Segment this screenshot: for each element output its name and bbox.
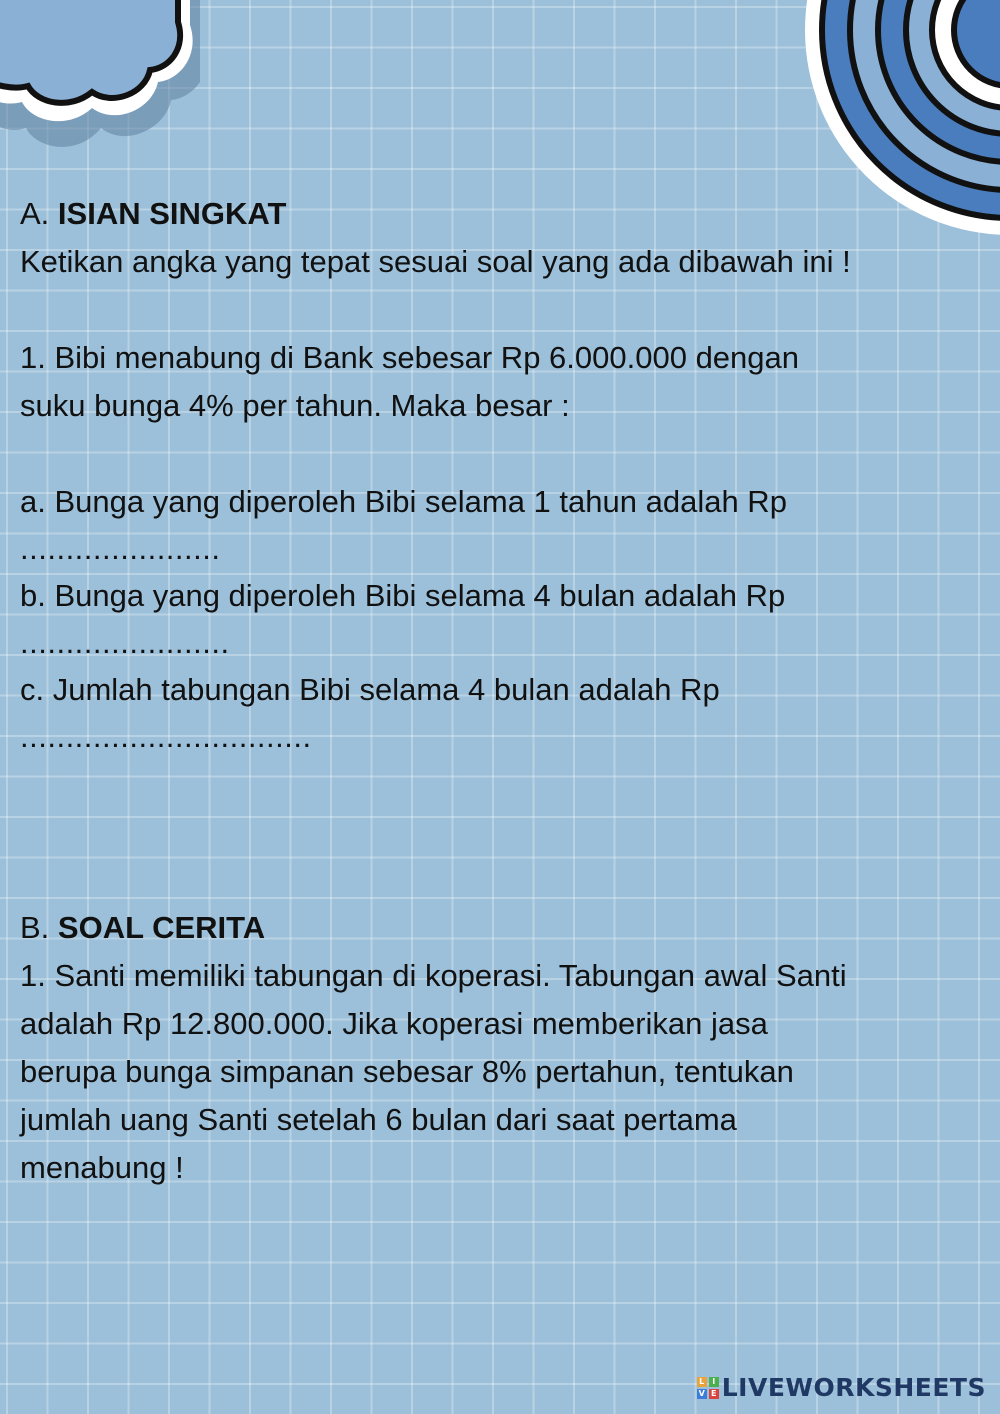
brand-name: LIVEWORKSHEETS [721, 1373, 986, 1402]
answer-blank-1c[interactable]: ................................ [20, 719, 312, 754]
story-question-line: adalah Rp 12.800.000. Jika koperasi memberikan jasa [20, 1006, 768, 1041]
question-1-text-continued: suku bunga 4% per tahun. Maka besar : [20, 388, 570, 423]
section-a-label: A. [20, 196, 50, 231]
liveworksheets-logo-icon [697, 1377, 719, 1399]
section-b-label: B. [20, 910, 50, 945]
answer-blank-1b[interactable]: ....................... [20, 625, 230, 660]
liveworksheets-brand[interactable] [697, 1373, 986, 1402]
story-question-line: berupa bunga simpanan sebesar 8% pertahun, tentukan [20, 1054, 794, 1089]
section-a-heading [20, 190, 980, 238]
story-question-line: 1. Santi memiliki tabungan di koperasi. Tabungan awal Santi [20, 958, 847, 993]
question-1a-text: a. Bunga yang diperoleh Bibi selama 1 tahun adalah Rp [20, 484, 787, 519]
logo-letter: I [709, 1377, 719, 1387]
worksheet-body [20, 190, 980, 1192]
question-1c-text: c. Jumlah tabungan Bibi selama 4 bulan adalah Rp [20, 672, 720, 707]
section-a-title: ISIAN SINGKAT [57, 196, 287, 231]
story-question-line: menabung ! [20, 1150, 184, 1185]
section-b-title: SOAL CERITA [57, 910, 266, 945]
section-b-heading [20, 904, 980, 952]
cloud-decoration-icon [0, 0, 200, 160]
logo-letter: L [697, 1377, 707, 1387]
logo-letter: V [698, 1388, 705, 1398]
section-a-instruction: Ketikan angka yang tepat sesuai soal yang ada dibawah ini ! [20, 244, 851, 279]
question-1b-text: b. Bunga yang diperoleh Bibi selama 4 bulan adalah Rp [20, 578, 786, 613]
logo-letter: E [709, 1389, 719, 1399]
answer-blank-1a[interactable]: ...................... [20, 531, 221, 566]
story-question-line: jumlah uang Santi setelah 6 bulan dari saat pertama [20, 1102, 737, 1137]
question-1-text: 1. Bibi menabung di Bank sebesar Rp 6.000.000 dengan [20, 340, 800, 375]
